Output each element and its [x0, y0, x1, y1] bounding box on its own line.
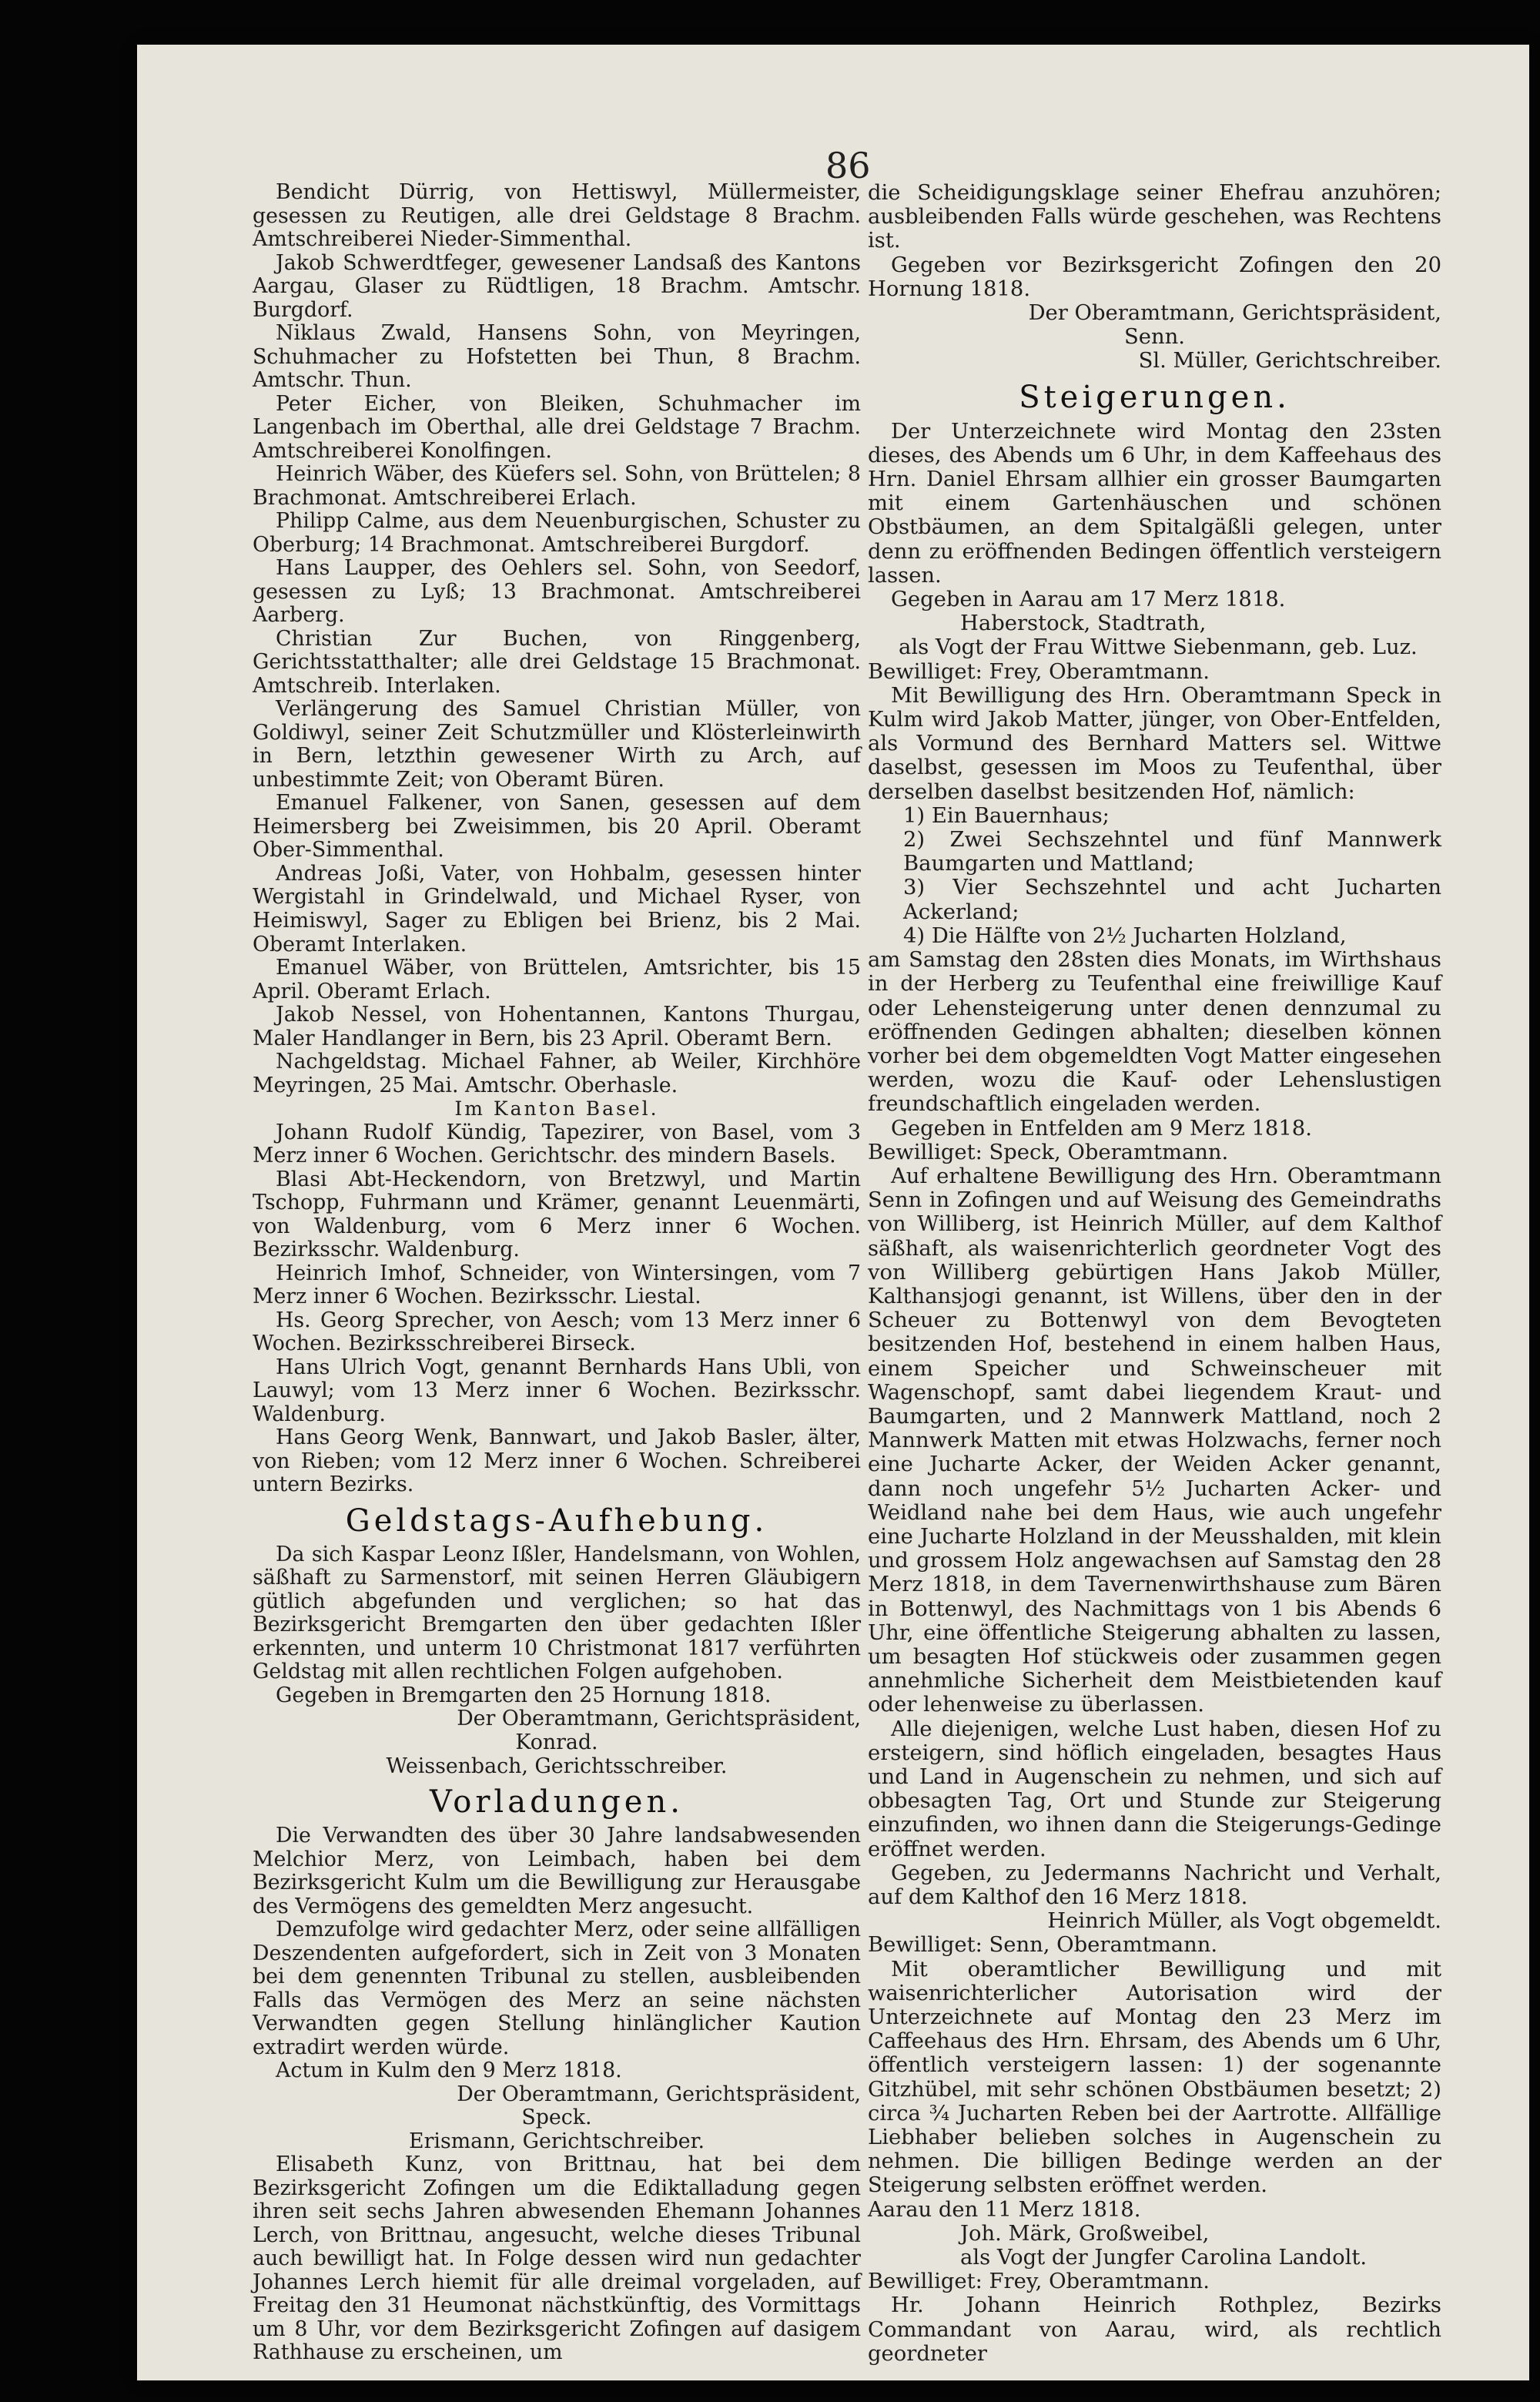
list-entry: Jakob Schwerdtfeger, gewesener Landsaß des Kantons Aargau, Glaser zu Rüdtligen, 18 Brachm. Amtschr. Burgdorf. — [253, 250, 861, 322]
notice-date: Gegeben in Entfelden am 9 Merz 1818. — [891, 1116, 1312, 1141]
notice-text: Da sich Kaspar Leonz Ißler, Handelsmann, von Wohlen, säßhaft zu Sarmenstorf, mit seinen Herren Gläubigern gütlich abgefunden und verglichen; so hat das Bezirksgericht Bremgarten den über gedachten Ißler erkennten, und unterm 10 Christmonat 1817 verführten Geldstag mit allen rechtlichen Folgen aufgehoben. — [253, 1542, 861, 1684]
notice-date: Gegeben vor Bezirksgericht Zofingen den 20 Hornung 1818. — [868, 253, 1441, 301]
intro-entries — [253, 181, 861, 1097]
notice-text: Mit oberamtlicher Bewilligung und mit waisenrichterlicher Autorisation wird der Unterzeichnete auf Montag den 23 Merz im Caffeehaus des Hrn. Ehrsam, des Abends um 6 Uhr, öffentlich versteigern lassen: 1) der sogenannte Gitzhübel, mit sehr schönen Obstbäumen besetzt; 2) circa ¾ Jucharten Reben bei der Aartrotte. Allfällige Liebhaber belieben solches in Augenschein zu nehmen. Die billigen Bedinge werden an der Steigerung selbsten eröffnet werden. — [868, 1957, 1441, 2198]
signature-line: als Vogt der Frau Wittwe Siebenmann, geb. Luz. — [899, 635, 1418, 660]
approval-line: Bewilliget: Frey, Oberamtmann. — [868, 659, 1210, 684]
list-entry: Hs. Georg Sprecher, von Aesch; vom 13 Merz inner 6 Wochen. Bezirksschreiberei Birseck. — [253, 1308, 861, 1356]
list-entry: Emanuel Wäber, von Brüttelen, Amtsrichter, bis 15 April. Oberamt Erlach. — [253, 956, 861, 1003]
signature-line: Konrad. — [515, 1730, 598, 1754]
notice-text: Alle diejenigen, welche Lust haben, diesen Hof zu ersteigern, sind höflich eingeladen, besagtes Haus und Land in Augenschein zu nehmen, und sich auf obbesagten Tag, Ort und Stunde zur Steigerung einzufinden, wo ihnen dann die Steigerungs-Gedinge eröffnet werden. — [868, 1717, 1441, 1861]
page-number: 86 — [825, 145, 871, 186]
notice-text: am Samstag den 28sten dies Monats, im Wirthshaus in der Herberg zu Teufenthal eine freiwillige Kauf oder Lehensteigerung unter denen dennzumal zu eröffnenden Gedingen abhalten; dieselben können vorher bei dem obgemeldten Vogt Matter eingesehen werden, wozu die Kauf- oder Lehenslustigen freundschaftlich eingeladen werden. — [868, 948, 1441, 1117]
basel-entries — [253, 1121, 861, 1497]
list-entry: Andreas Joßi, Vater, von Hohbalm, gesessen hinter Wergistahl in Grindelwald, und Michael Ryser, von Heimiswyl, Sager zu Ebligen bei Brienz, bis 2 Mai. Oberamt Interlaken. — [253, 861, 861, 956]
list-entry: Heinrich Imhof, Schneider, von Wintersingen, vom 7 Merz inner 6 Wochen. Bezirksschr. Liestal. — [253, 1261, 861, 1309]
signature-line: Sl. Müller, Gerichtschreiber. — [1138, 349, 1441, 374]
signature-line: Heinrich Müller, als Vogt obgemeldt. — [1047, 1909, 1441, 1934]
left-column — [253, 181, 861, 2365]
list-entry: Blasi Abt-Heckendorn, von Bretzwyl, und Martin Tschopp, Fuhrmann und Krämer, genannt Leuenmärti, von Waldenburg, vom 6 Merz inner 6 Wochen. Bezirksschr. Waldenburg. — [253, 1167, 861, 1262]
list-entry: 3) Vier Sechszehntel und acht Jucharten Ackerland; — [903, 876, 1441, 924]
property-list — [868, 804, 1441, 948]
section-heading-vorladungen: Vorladungen. — [430, 1784, 684, 1821]
signature-line: Speck. — [521, 2106, 592, 2130]
signature-line: Der Oberamtmann, Gerichtspräsident, — [457, 1707, 861, 1731]
section-heading-geldstags-aufhebung: Geldstags-Aufhebung. — [345, 1503, 768, 1539]
list-entry: Jakob Nessel, von Hohentannen, Kantons Thurgau, Maler Handlanger in Bern, bis 23 April. Oberamt Bern. — [253, 1003, 861, 1050]
list-entry: Philipp Calme, aus dem Neuenburgischen, Schuster zu Oberburg; 14 Brachmonat. Amtschreiberei Burgdorf. — [253, 509, 861, 557]
notice-text: die Scheidigungsklage seiner Ehefrau anzuhören; ausbleibenden Falls würde geschehen, was Rechtens ist. — [868, 181, 1441, 253]
list-entry: Nachgeldstag. Michael Fahner, ab Weiler, Kirchhöre Meyringen, 25 Mai. Amtschr. Oberhasle. — [253, 1050, 861, 1097]
basel-heading: Im Kanton Basel. — [454, 1097, 659, 1121]
section-heading-steigerungen: Steigerungen. — [1019, 379, 1291, 415]
list-entry: 1) Ein Bauernhaus; — [903, 803, 1110, 828]
approval-line: Bewilliget: Frey, Oberamtmann. — [868, 2270, 1210, 2294]
notice-date: Gegeben in Bremgarten den 25 Hornung 1818. — [276, 1683, 772, 1707]
notice-date: Aarau den 11 Merz 1818. — [868, 2197, 1141, 2222]
list-entry: Hans Laupper, des Oehlers sel. Sohn, von Seedorf, gesessen zu Lyß; 13 Brachmonat. Amtschreiberei Aarberg. — [253, 556, 861, 628]
notice-date: Actum in Kulm den 9 Merz 1818. — [276, 2059, 622, 2083]
list-entry: Hans Georg Wenk, Bannwart, und Jakob Basler, älter, von Rieben; vom 12 Merz inner 6 Wochen. Schreiberei untern Bezirks. — [253, 1425, 861, 1497]
list-entry: Peter Eicher, von Bleiken, Schuhmacher im Langenbach im Oberthal, alle drei Geldstage 7 Brachm. Amtschreiberei Konolfingen. — [253, 391, 861, 463]
list-entry: Hans Ulrich Vogt, genannt Bernhards Hans Ubli, von Lauwyl; vom 13 Merz inner 6 Wochen. Bezirksschr. Waldenburg. — [253, 1355, 861, 1426]
list-entry: Niklaus Zwald, Hansens Sohn, von Meyringen, Schuhmacher zu Hofstetten bei Thun, 8 Brachm. Amtschr. Thun. — [253, 321, 861, 393]
approval-line: Bewilliget: Senn, Oberamtmann. — [868, 1933, 1218, 1958]
signature-line: Haberstock, Stadtrath, — [960, 611, 1207, 636]
signature-line: Weissenbach, Gerichtsschreiber. — [386, 1754, 728, 1778]
list-entry: Verlängerung des Samuel Christian Müller, von Goldiwyl, seiner Zeit Schutzmüller und Klösterleinwirth in Bern, letzthin gewesener Wirth zu Arch, auf unbestimmte Zeit; von Oberamt Büren. — [253, 697, 861, 792]
list-entry: Heinrich Wäber, des Küefers sel. Sohn, von Brüttelen; 8 Brachmonat. Amtschreiberei Erlach. — [253, 462, 861, 510]
signature-line: Der Oberamtmann, Gerichtspräsident, — [457, 2082, 861, 2106]
notice-date: Gegeben, zu Jedermanns Nachricht und Verhalt, auf dem Kalthof den 16 Merz 1818. — [868, 1861, 1441, 1910]
approval-line: Bewilliget: Speck, Oberamtmann. — [868, 1140, 1229, 1164]
list-entry: Christian Zur Buchen, von Ringgenberg, Gerichtsstatthalter; alle drei Geldstage 15 Brachmonat. Amtschreib. Interlaken. — [253, 626, 861, 698]
signature-line: Erismann, Gerichtschreiber. — [409, 2129, 705, 2153]
notice-text: Demzufolge wird gedachter Merz, oder seine allfälligen Deszendenten aufgefordert, sich in Zeit von 3 Monaten bei dem genennten Tribunal zu stellen, ausbleibenden Falls das Vermögen des Merz an seine nächsten Verwandten gegen Stellung hinlänglicher Kaution extradirt werden würde. — [253, 1918, 861, 2059]
list-entry: Johann Rudolf Kündig, Tapezirer, von Basel, vom 3 Merz inner 6 Wochen. Gerichtschr. des mindern Basels. — [253, 1120, 861, 1168]
notice-text: Auf erhaltene Bewilligung des Hrn. Oberamtmann Senn in Zofingen und auf Weisung des Gemeindraths von Williberg, ist Heinrich Müller, auf dem Kalthof säßhaft, als waisenrichterlich geordneter Vogt des von Williberg gebürtigen Hans Jakob Müller, Kalthansjogi genannt, ist Willens, über den in der Scheuer zu Bottenwyl von dem Bevogteten besitzenden Hof, bestehend in einem halben Haus, einem Speicher und Schweinscheuer mit Wagenschopf, samt dabei liegendem Kraut- und Baumgarten, und 2 Mannwerk Mattland, noch 2 Mannwerk Matten mit etwas Holzwachs, ferner noch eine Jucharte Acker, der Weiden Acker genannt, dann noch ungefehr 5½ Jucharten Acker- und Weidland nahe bei dem Haus, wie auch ungefehr eine Jucharte Holzland in der Meusshalden, mit klein und grossem Holz angewachsen auf Samstag den 28 Merz 1818, in dem Tavernenwirthshause zum Bären in Bottenwyl, des Nachmittags von 1 bis Abends 6 Uhr, eine öffentliche Steigerung abhalten zu lassen, um besagten Hof stückweis oder zusammen gegen annehmliche Sicherheit dem Meistbietenden kauf oder lehenweise zu überlassen. — [868, 1164, 1441, 1717]
list-entry: 2) Zwei Sechszehntel und fünf Mannwerk Baumgarten und Mattland; — [903, 828, 1441, 876]
list-entry: 4) Die Hälfte von 2½ Jucharten Holzland, — [903, 923, 1347, 948]
notice-text: Mit Bewilligung des Hrn. Oberamtmann Speck in Kulm wird Jakob Matter, jünger, von Ober-Entfelden, als Vormund des Bernhard Matters sel. Wittwe daselbst, gesessen im Moos zu Teufenthal, über derselben daselbst besitzenden Hof, nämlich: — [868, 683, 1441, 804]
list-entry: Bendicht Dürrig, von Hettiswyl, Müllermeister, gesessen zu Reutigen, alle drei Geldstage 8 Brachm. Amtschreiberei Nieder-Simmenthal. — [253, 180, 861, 252]
notice-text: Hr. Johann Heinrich Rothplez, Bezirks Commandant von Aarau, wird, als rechtlich geordneter — [868, 2293, 1441, 2366]
signature-line: als Vogt der Jungfer Carolina Landolt. — [960, 2246, 1368, 2270]
notice-text: Elisabeth Kunz, von Brittnau, hat bei dem Bezirksgericht Zofingen um die Ediktalladung gegen ihren seit sechs Jahren abwesenden Ehemann Johannes Lerch, von Brittnau, angesucht, welche dieses Tribunal auch bewilligt hat. In Folge dessen wird nun gedachter Johannes Lerch hiemit für alle dreimal vorgeladen, auf Freitag den 31 Heumonat nächstkünftig, des Vormittags um 8 Uhr, vor dem Bezirksgericht Zofingen auf dasigem Rathhause zu erscheinen, um — [253, 2152, 861, 2365]
signature-line: Der Oberamtmann, Gerichtspräsident, — [1028, 301, 1441, 326]
notice-text: Die Verwandten des über 30 Jahre landsabwesenden Melchior Merz, von Leimbach, haben bei dem Bezirksgericht Kulm um die Bewilligung zur Herausgabe des Vermögens des gemeldten Merz angesucht. — [253, 1824, 861, 1918]
notice-text: Der Unterzeichnete wird Montag den 23sten dieses, des Abends um 6 Uhr, in dem Kaffeehaus des Hrn. Daniel Ehrsam allhier ein grosser Baumgarten mit einem Gartenhäuschen und schönen Obstbäumen, an dem Spitalgäßli gelegen, unter denn zu eröffnenden Bedingen öffentlich versteigern lassen. — [868, 419, 1441, 588]
signature-line: Senn. — [1124, 325, 1185, 350]
signature-line: Joh. Märk, Großweibel, — [960, 2221, 1210, 2246]
right-column — [868, 181, 1441, 2366]
list-entry: Emanuel Falkener, von Sanen, gesessen auf dem Heimersberg bei Zweisimmen, bis 20 April. Oberamt Ober-Simmenthal. — [253, 791, 861, 863]
notice-date: Gegeben in Aarau am 17 Merz 1818. — [891, 588, 1286, 612]
